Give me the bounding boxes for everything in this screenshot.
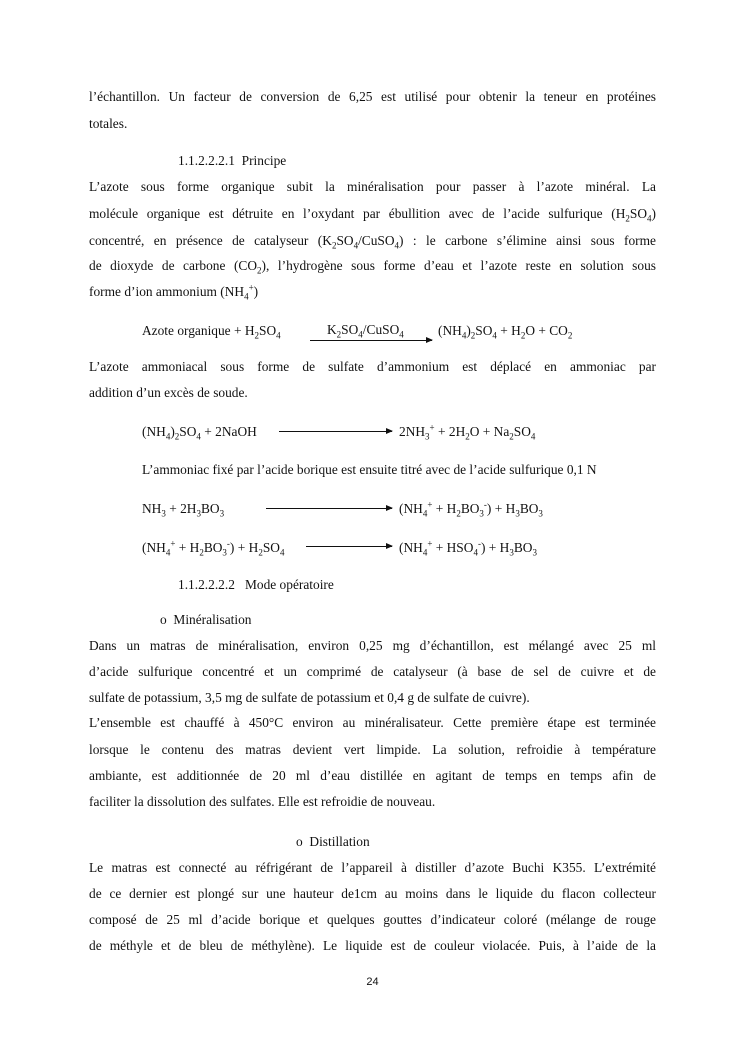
principe-line-1: L’azote sous forme organique subit la minéralisation pour passer à l’azote minéral. La bbox=[89, 179, 656, 194]
bullet-icon: o bbox=[296, 834, 303, 849]
equation-1-right: $(NH_4)_2SO_4 + H_2O + CO_2$ bbox=[438, 323, 573, 341]
titration-line: L’ammoniac fixé par l’acide borique est ensuite titré avec de l’acide sulfurique 0,1 N bbox=[142, 462, 597, 477]
equation-3-left: $NH_3 + 2H_3BO_3$ bbox=[142, 501, 225, 519]
intro-line-1: l’échantillon. Un facteur de conversion de 6,25 est utilisé pour obtenir la teneur en protéines bbox=[89, 89, 656, 104]
equation-3-arrow bbox=[266, 508, 392, 509]
principe-line-4: de dioxyde de carbone $(CO_2)$, l’hydrogène sous forme d’eau et l’azote reste en solution sous bbox=[89, 258, 656, 276]
equation-4-left: $(NH_4^+ + H_2BO_3^-) + H_2SO_4$ bbox=[142, 538, 285, 558]
section-number: 1.1.2.2.2.1 bbox=[178, 153, 235, 168]
section-title: Mode opératoire bbox=[244, 577, 334, 592]
equation-1-left: Azote organique + $H_2SO_4$ bbox=[142, 323, 281, 341]
distillation-line-1: Le matras est connecté au réfrigérant de l’appareil à distiller d’azote Buchi K355. L’extrémité bbox=[89, 860, 656, 875]
equation-3-right: $(NH_4^+ + H_2BO_3^-) + H_3BO_3$ bbox=[399, 499, 543, 519]
section-number: 1.1.2.2.2.2 bbox=[178, 577, 235, 592]
mineralisation-line-4: L’ensemble est chauffé à 450°C environ au minéralisateur. Cette première étape est terminée bbox=[89, 715, 656, 730]
principe-line-3: concentré, en présence de catalyseur $(K_2SO_4/CuSO_4)$ : le carbone s’élimine ainsi sous forme bbox=[89, 233, 656, 251]
distillation-line-2: de ce dernier est plongé sur une hauteur de1cm au moins dans le liquide du flacon collecteur bbox=[89, 886, 656, 901]
equation-1-arrow bbox=[310, 340, 432, 341]
subsection-mineralisation bbox=[160, 612, 252, 628]
principe-line-2: molécule organique est détruite en l’oxydant par ébullition avec de l’acide sulfurique $(H_2SO_4)$ bbox=[89, 206, 656, 224]
equation-4-arrow bbox=[306, 546, 392, 547]
intro-line-2: totales. bbox=[89, 116, 128, 131]
principe-line-5: forme d’ion ammonium $(NH_4^+)$ bbox=[89, 282, 259, 302]
subsection-distillation bbox=[296, 834, 370, 850]
bullet-icon: o bbox=[160, 612, 167, 627]
mineralisation-line-1: Dans un matras de minéralisation, environ 0,25 mg d’échantillon, est mélangé avec 25 ml bbox=[89, 638, 656, 653]
section-heading-mode-operatoire bbox=[178, 577, 334, 593]
equation-2-left: $(NH_4)_2SO_4$ + 2NaOH bbox=[142, 424, 257, 442]
ammoniacal-line-2: addition d’un excès de soude. bbox=[89, 385, 248, 400]
mineralisation-line-6: ambiante, est additionnée de 20 ml d’eau distillée en agitant de temps en temps afin de bbox=[89, 768, 656, 783]
page-number: 24 bbox=[366, 976, 379, 988]
equation-1-catalyst: $K_2SO_4/CuSO_4$ bbox=[327, 322, 404, 340]
mineralisation-line-3: sulfate de potassium, 3,5 mg de sulfate de potassium et 0,4 g de sulfate de cuivre). bbox=[89, 690, 530, 705]
section-heading-principe bbox=[178, 153, 286, 169]
mineralisation-line-2: d’acide sulfurique concentré et un comprimé de catalyseur (à base de sel de cuivre et de bbox=[89, 664, 656, 679]
section-title: Principe bbox=[241, 153, 287, 168]
distillation-line-4: de méthyle et de bleu de méthylène). Le liquide est de couleur violacée. Puis, à l’aide de la bbox=[89, 938, 656, 953]
distillation-line-3: composé de 25 ml d’acide borique et quelques gouttes d’indicateur coloré (mélange de rouge bbox=[89, 912, 656, 927]
ammoniacal-line-1: L’azote ammoniacal sous forme de sulfate d’ammonium est déplacé en ammoniac par bbox=[89, 359, 656, 374]
equation-2-right: $2NH_3^+ + 2H_2O + Na_2SO_4$ bbox=[399, 422, 536, 442]
mineralisation-line-7: faciliter la dissolution des sulfates. Elle est refroidie de nouveau. bbox=[89, 794, 436, 809]
subsection-title: Minéralisation bbox=[173, 612, 252, 627]
equation-2-arrow bbox=[279, 431, 392, 432]
subsection-title: Distillation bbox=[309, 834, 370, 849]
equation-4-right: $(NH_4^+ + HSO_4^-) + H_3BO_3$ bbox=[399, 538, 537, 558]
mineralisation-line-5: lorsque le contenu des matras devient vert limpide. La solution, refroidie à température bbox=[89, 742, 656, 757]
